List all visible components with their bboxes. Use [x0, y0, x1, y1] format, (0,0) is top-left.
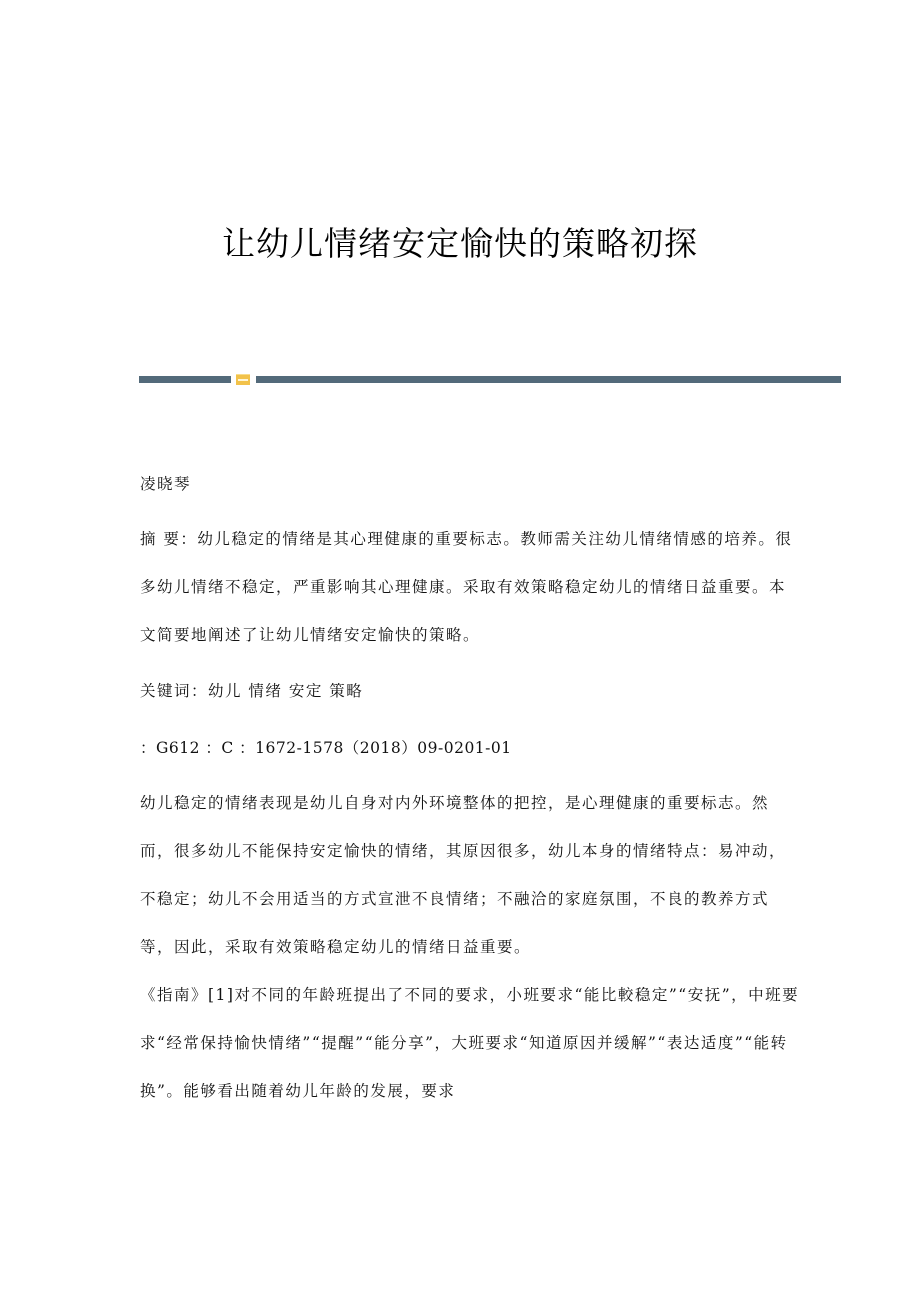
document-title: 让幼儿情绪安定愉快的策略初探 — [222, 224, 698, 263]
body-paragraph: 《指南》[1]对不同的年龄班提出了不同的要求，小班要求“能比較稳定”“安抚”，中班要求“经常保持愉快情绪”“提醒”“能分享”，大班要求“知道原因并缓解”“表达适度”“能转换”。能够看出随着幼儿年龄的发展，要求 — [140, 986, 800, 1100]
divider-emblem-icon — [236, 374, 250, 385]
divider-bar-right — [256, 376, 841, 383]
body-paragraph: 幼儿稳定的情绪表现是幼儿自身对内外环境整体的把控，是心理健康的重要标志。然而，很多幼儿不能保持安定愉快的情绪，其原因很多，幼儿本身的情绪特点：易冲动，不稳定；幼儿不会用适当的方式宣泄不良情绪；不融洽的家庭氛围，不良的教养方式等，因此，采取有效策略稳定幼儿的情绪日益重要。 — [140, 794, 787, 956]
author-name: 凌晓琴 — [140, 475, 192, 493]
classification-line: ：G612 ：C ：1672-1578（2018）09-0201-01 — [140, 739, 512, 757]
title-divider — [139, 374, 841, 386]
abstract: 摘 要：幼儿稳定的情绪是其心理健康的重要标志。教师需关注幼儿情绪情感的培养。很多幼儿情绪不稳定，严重影响其心理健康。采取有效策略稳定幼儿的情绪日益重要。本文简要地阐述了让幼儿情绪安定愉快的策略。 — [140, 530, 793, 644]
divider-bar-left — [139, 376, 231, 383]
keywords: 关键词：幼儿 情绪 安定 策略 — [140, 682, 364, 700]
